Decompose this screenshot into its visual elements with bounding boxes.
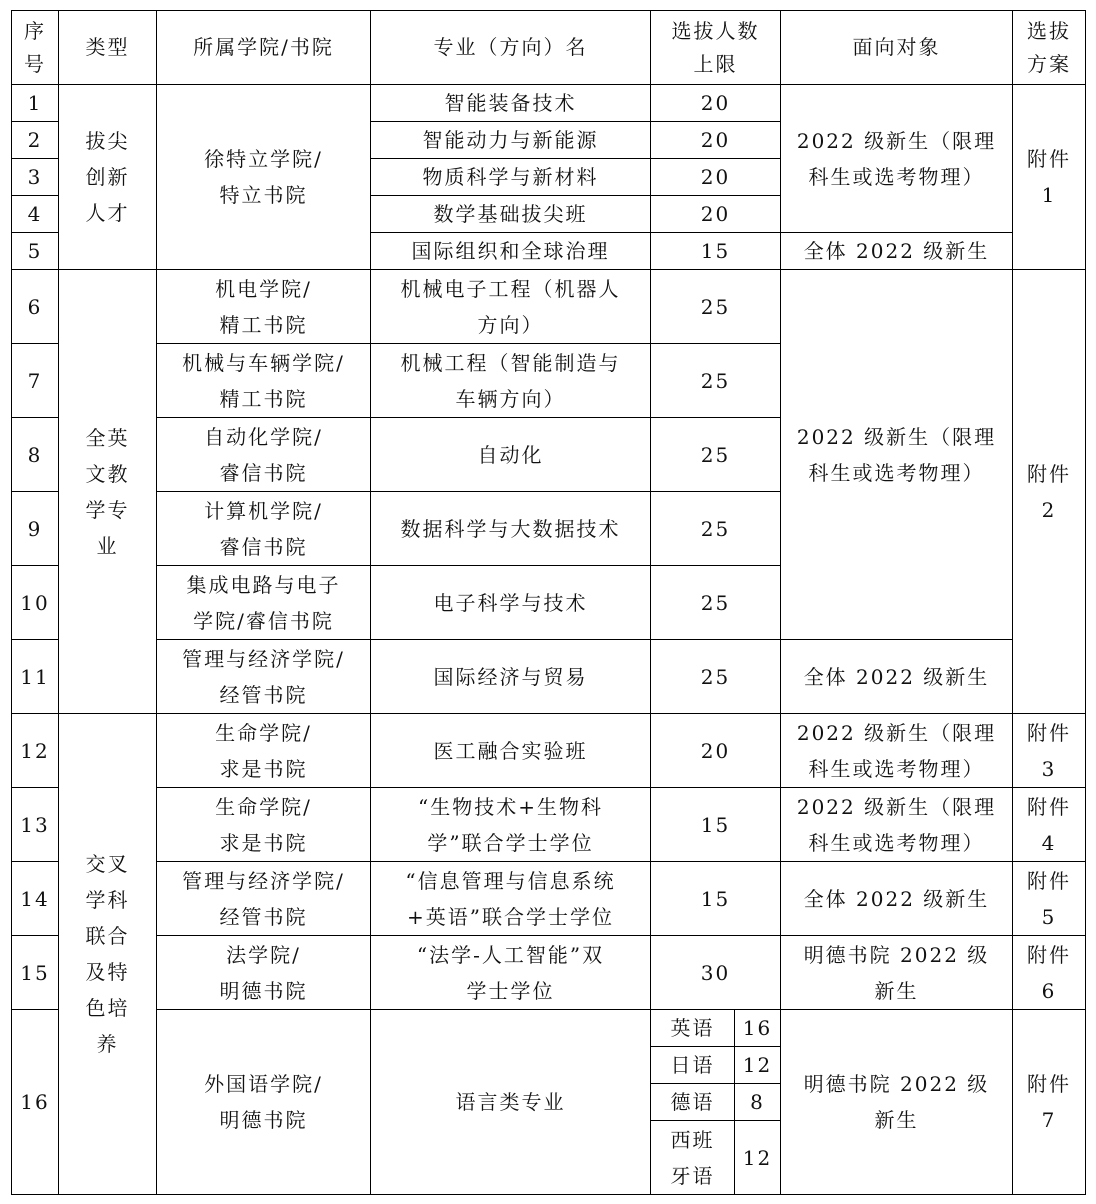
quota-cell: 25 [651,492,781,566]
type-group-2: 全英 文教 学专 业 [59,270,157,714]
row-seq: 3 [12,159,59,196]
target-cell: 全体 2022 级新生 [781,862,1013,936]
major-cell: 语言类专业 [371,1010,651,1195]
target-cell: 2022 级新生（限理 科生或选考物理） [781,270,1013,640]
type-group-1: 拔尖 创新 人才 [59,85,157,270]
major-cell: 机械工程（智能制造与 车辆方向） [371,344,651,418]
plan-cell: 附件 7 [1013,1010,1086,1195]
college-cell: 外国语学院/ 明德书院 [157,1010,371,1195]
header-plan: 选拔 方案 [1013,11,1086,85]
plan-cell: 附件 5 [1013,862,1086,936]
table-row [12,640,1086,714]
major-cell: 自动化 [371,418,651,492]
college-cell: 生命学院/ 求是书院 [157,788,371,862]
header-seq: 序 号 [12,11,59,85]
plan-cell: 附件 3 [1013,714,1086,788]
target-cell: 明德书院 2022 级 新生 [781,936,1013,1010]
plan-cell: 附件 4 [1013,788,1086,862]
language-quota: 16 [735,1010,781,1047]
quota-cell: 15 [651,788,781,862]
college-cell: 自动化学院/ 睿信书院 [157,418,371,492]
row-seq: 9 [12,492,59,566]
row-seq: 14 [12,862,59,936]
major-cell: 数据科学与大数据技术 [371,492,651,566]
language-quota: 12 [735,1121,781,1195]
header-target: 面向对象 [781,11,1013,85]
row-seq: 5 [12,233,59,270]
target-cell: 全体 2022 级新生 [781,640,1013,714]
language-name: 德语 [651,1084,735,1121]
quota-cell: 20 [651,159,781,196]
selection-table [11,10,1086,1195]
college-cell: 生命学院/ 求是书院 [157,714,371,788]
major-cell: “法学-人工智能”双 学士学位 [371,936,651,1010]
college-cell: 管理与经济学院/ 经管书院 [157,862,371,936]
language-name: 英语 [651,1010,735,1047]
row-seq: 11 [12,640,59,714]
major-cell: 国际经济与贸易 [371,640,651,714]
major-cell: 智能装备技术 [371,85,651,122]
header-quota: 选拔人数 上限 [651,11,781,85]
quota-cell: 25 [651,566,781,640]
row-seq: 4 [12,196,59,233]
type-group-3: 交叉 学科 联合 及特 色培 养 [59,714,157,1195]
language-quota: 8 [735,1084,781,1121]
row-seq: 12 [12,714,59,788]
major-cell: “信息管理与信息系统 +英语”联合学士学位 [371,862,651,936]
major-cell: 智能动力与新能源 [371,122,651,159]
major-cell: 数学基础拔尖班 [371,196,651,233]
row-seq: 10 [12,566,59,640]
target-cell: 2022 级新生（限理 科生或选考物理） [781,85,1013,233]
quota-cell: 25 [651,640,781,714]
college-cell: 集成电路与电子 学院/睿信书院 [157,566,371,640]
college-cell: 机电学院/ 精工书院 [157,270,371,344]
language-quota: 12 [735,1047,781,1084]
row-seq: 16 [12,1010,59,1195]
quota-cell: 25 [651,418,781,492]
quota-cell: 20 [651,122,781,159]
quota-cell: 15 [651,862,781,936]
row-seq: 13 [12,788,59,862]
table-row [12,788,1086,862]
selection-table-page [11,10,1086,1195]
target-cell: 2022 级新生（限理 科生或选考物理） [781,714,1013,788]
table-row [12,862,1086,936]
row-seq: 15 [12,936,59,1010]
quota-cell: 20 [651,196,781,233]
college-cell: 机械与车辆学院/ 精工书院 [157,344,371,418]
quota-cell: 15 [651,233,781,270]
target-cell: 全体 2022 级新生 [781,233,1013,270]
table-row [12,85,1086,122]
plan-cell: 附件 1 [1013,85,1086,270]
college-cell: 计算机学院/ 睿信书院 [157,492,371,566]
header-type: 类型 [59,11,157,85]
quota-cell: 20 [651,714,781,788]
target-cell: 2022 级新生（限理 科生或选考物理） [781,788,1013,862]
header-row [12,11,1086,85]
target-cell: 明德书院 2022 级 新生 [781,1010,1013,1195]
college-cell: 徐特立学院/ 特立书院 [157,85,371,270]
major-cell: 电子科学与技术 [371,566,651,640]
major-cell: 医工融合实验班 [371,714,651,788]
table-row [12,1010,1086,1047]
major-cell: 国际组织和全球治理 [371,233,651,270]
language-name: 日语 [651,1047,735,1084]
quota-cell: 25 [651,344,781,418]
college-cell: 管理与经济学院/ 经管书院 [157,640,371,714]
major-cell: 物质科学与新材料 [371,159,651,196]
row-seq: 1 [12,85,59,122]
quota-cell: 25 [651,270,781,344]
row-seq: 6 [12,270,59,344]
table-row [12,936,1086,1010]
header-major: 专业（方向）名 [371,11,651,85]
row-seq: 2 [12,122,59,159]
quota-cell: 20 [651,85,781,122]
major-cell: 机械电子工程（机器人 方向） [371,270,651,344]
row-seq: 7 [12,344,59,418]
table-row [12,270,1086,344]
language-name: 西班 牙语 [651,1121,735,1195]
major-cell: “生物技术+生物科 学”联合学士学位 [371,788,651,862]
quota-cell: 30 [651,936,781,1010]
plan-cell: 附件 6 [1013,936,1086,1010]
header-college: 所属学院/书院 [157,11,371,85]
row-seq: 8 [12,418,59,492]
table-row [12,714,1086,788]
college-cell: 法学院/ 明德书院 [157,936,371,1010]
plan-cell: 附件 2 [1013,270,1086,714]
